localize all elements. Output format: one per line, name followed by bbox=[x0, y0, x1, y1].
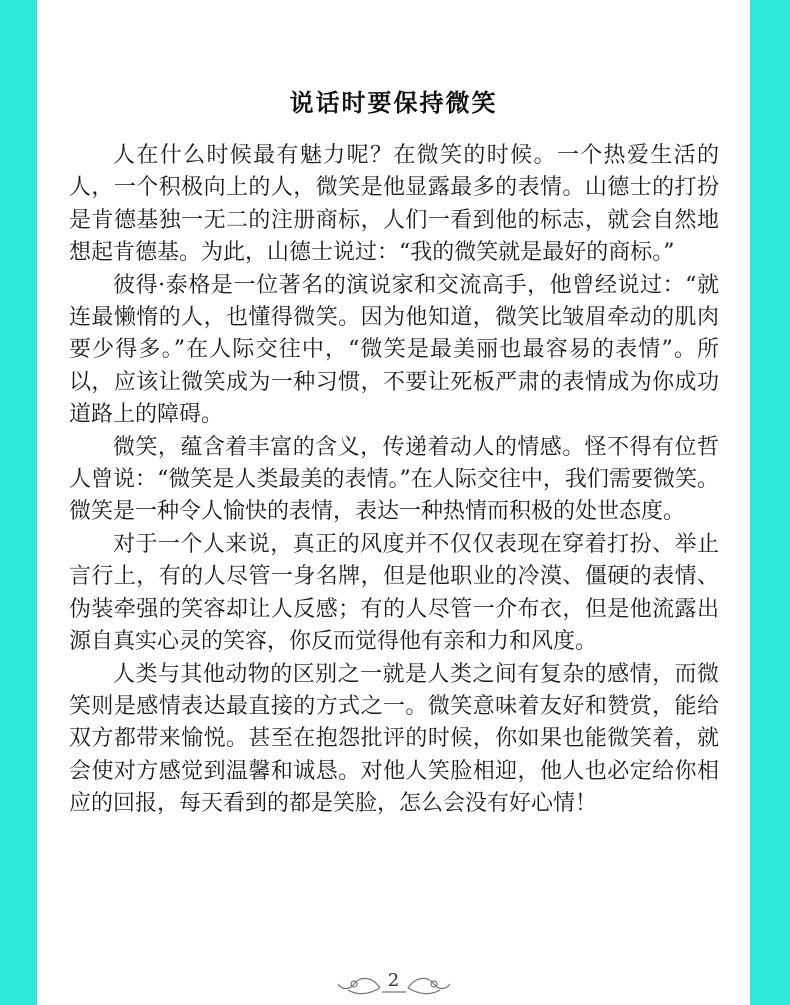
section-title: 说话时要保持微笑 bbox=[289, 88, 498, 117]
page-number: 2 bbox=[387, 970, 400, 991]
paragraph: 对于一个人来说，真正的风度并不仅仅表现在穿着打扮、举止言行上，有的人尽管一身名牌，但是他职业的冷漠、僵硬的表情、伪装牵强的笑容却让人反感；有的人尽管一介布衣，但是他流露出源自真实心灵的笑容，你反而觉得他有亲和力和风度。 bbox=[69, 531, 719, 655]
paragraph: 微笑，蕴含着丰富的含义，传递着动人的情感。怪不得有位哲人曾说：“微笑是人类最美的表情。”在人际交往中，我们需要微笑。微笑是一种令人愉快的表情，表达一种热情而积极的处世态度。 bbox=[69, 434, 719, 525]
paragraph: 彼得·泰格是一位著名的演说家和交流高手，他曾经说过：“就连最懒惰的人，也懂得微笑。因为他知道，微笑比皱眉牵动的肌肉要少得多。”在人际交往中，“微笑是最美丽也最容易的表情”。所以，应该让微笑成为一种习惯，不要让死板严肃的表情成为你成功道路上的障碍。 bbox=[69, 272, 719, 428]
page-footer bbox=[37, 966, 750, 1002]
book-page bbox=[37, 0, 750, 1005]
paragraph: 人类与其他动物的区别之一就是人类之间有复杂的感情，而微笑则是感情表达最直接的方式之一。微笑意味着友好和赞赏，能给双方都带来愉悦。甚至在抱怨批评的时候，你如果也能微笑着，就会使对方感觉到温馨和诚恳。对他人笑脸相迎，他人也必定给你相应的回报，每天看到的都是笑脸，怎么会没有好心情！ bbox=[69, 661, 719, 817]
paragraph: 人在什么时候最有魅力呢？在微笑的时候。一个热爱生活的人，一个积极向上的人，微笑是他显露最多的表情。山德士的打扮是肯德基独一无二的注册商标，人们一看到他的标志，就会自然地想起肯德基。为此，山德士说过：“我的微笑就是最好的商标。” bbox=[69, 143, 719, 266]
flourish-ornament-icon bbox=[334, 968, 454, 1000]
body-text bbox=[69, 140, 719, 821]
